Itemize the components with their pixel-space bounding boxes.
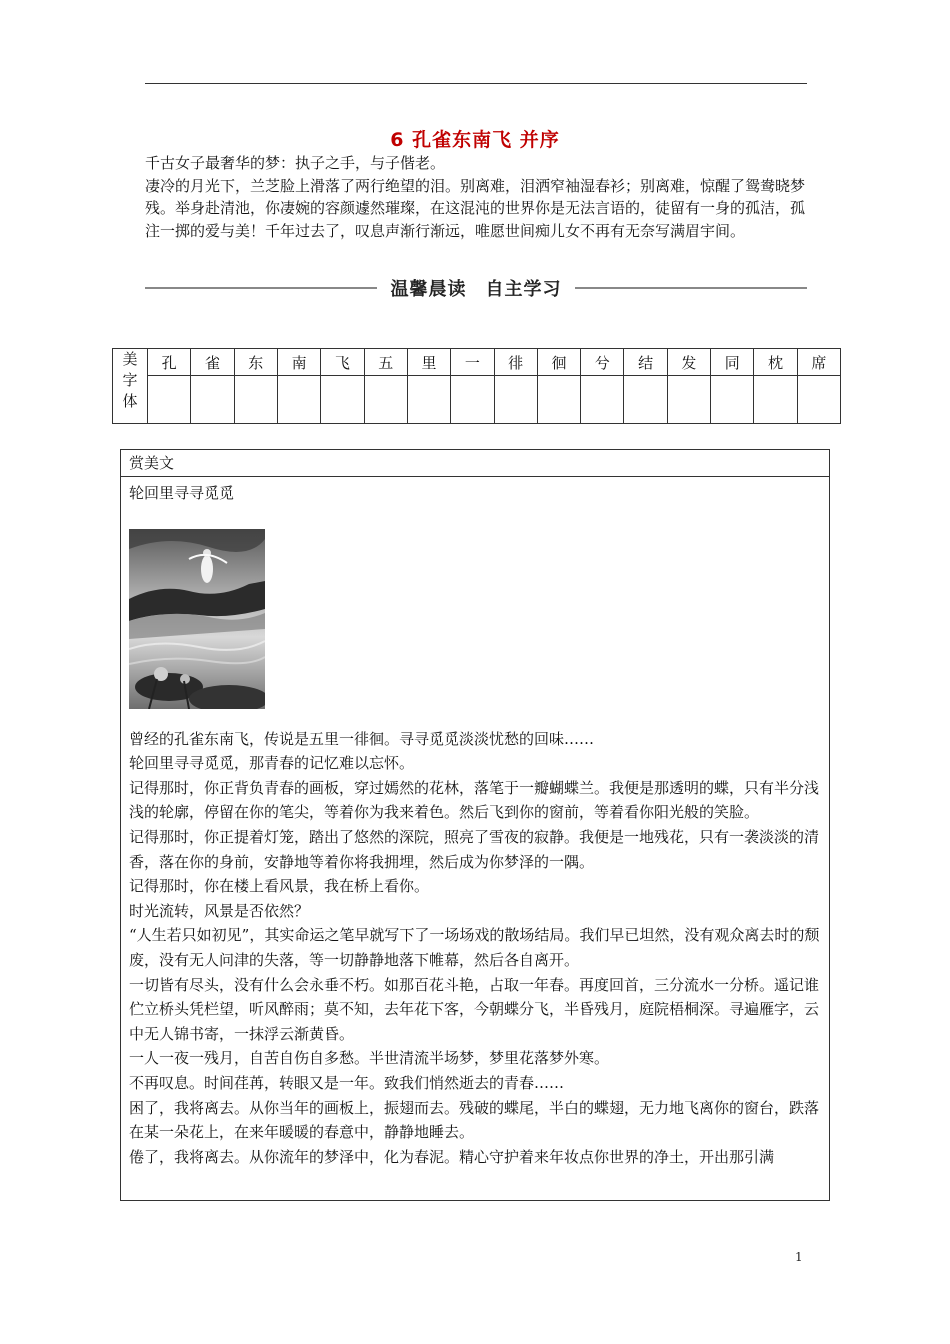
practice-cell[interactable]: [191, 376, 234, 424]
banner-rule-right: [575, 287, 807, 289]
label-char: 体: [122, 392, 138, 410]
table-label: [113, 349, 148, 424]
page-number: 1: [795, 1250, 803, 1264]
lotus-lake-painting-icon: [129, 529, 265, 709]
essay-paragraph: 记得那时，你正背负青春的画板，穿过嫣然的花林，落笔于一瓣蝴蝶兰。我便是那透明的蝶，只有半分浅浅的轮廓，停留在你的笔尖，等着你为我来着色。然后飞到你的窗前，等着看你阳光般的笑脸。: [129, 778, 820, 822]
character-cell: 南: [277, 349, 320, 376]
intro-line: 千古女子最奢华的梦：执子之手，与子偕老。: [145, 154, 446, 172]
practice-cell[interactable]: [407, 376, 450, 424]
label-char: 美: [122, 350, 138, 368]
essay-paragraph: 不再叹息。时间荏苒，转眼又是一年。致我们悄然逝去的青春……: [129, 1073, 565, 1092]
character-cell: 五: [364, 349, 407, 376]
character-cell: 飞: [321, 349, 364, 376]
character-row: [113, 349, 841, 376]
essay-paragraph: 轮回里寻寻觅觅，那青春的记忆难以忘怀。: [129, 754, 415, 773]
lesson-title: 6 孔雀东南飞 并序: [390, 129, 560, 151]
appreciation-body: [121, 477, 829, 1169]
character-cell: 同: [711, 349, 754, 376]
character-cell: 孔: [148, 349, 191, 376]
character-cell: 席: [797, 349, 840, 376]
intro-line: 凄冷的月光下，兰芝脸上滑落了两行绝望的泪。别离难，泪洒窄袖湿春衫；别离难，惊醒了鸳鸯晓梦残。举身赴清池，你凄婉的容颜遽然璀璨，在这混沌的世界你是无法言语的，徒留有一身的孤洁，孤注一掷的爱与美！千年过去了，叹息声渐行渐远，唯愿世间痴儿女不再有无奈写满眉宇间。: [145, 176, 806, 240]
calligraphy-practice-table: [112, 348, 841, 424]
essay-paragraph: 倦了，我将离去。从你流年的梦泽中，化为春泥。精心守护着来年妆点你世界的净土，开出那引满: [129, 1147, 775, 1166]
practice-cell[interactable]: [581, 376, 624, 424]
practice-cell[interactable]: [624, 376, 667, 424]
character-cell: 徊: [537, 349, 580, 376]
practice-cell[interactable]: [494, 376, 537, 424]
section-banner: [145, 274, 807, 300]
essay-paragraph: 困了，我将离去。从你当年的画板上，振翅而去。残破的蝶尾，半白的蝶翅，无力地飞离你的窗台，跌落在某一朵花上，在来年暖暖的春意中，静静地睡去。: [129, 1098, 820, 1142]
essay-paragraph: 曾经的孔雀东南飞，传说是五里一徘徊。寻寻觅觅淡淡忧愁的回味……: [129, 729, 595, 748]
appreciation-header: 赏美文: [121, 450, 829, 477]
character-cell: 雀: [191, 349, 234, 376]
practice-cell[interactable]: [277, 376, 320, 424]
essay-paragraph: 记得那时，你在楼上看风景，我在桥上看你。: [129, 877, 430, 896]
practice-cell[interactable]: [537, 376, 580, 424]
practice-cell[interactable]: [148, 376, 191, 424]
appreciation-box: [120, 449, 830, 1201]
character-cell: 里: [407, 349, 450, 376]
essay-paragraph: 时光流转，风景是否依然？: [129, 901, 310, 920]
header-rule: [145, 83, 807, 84]
character-cell: 东: [234, 349, 277, 376]
character-cell: 发: [667, 349, 710, 376]
practice-cell[interactable]: [234, 376, 277, 424]
essay-paragraph: “人生若只如初见”，其实命运之笔早就写下了一场场戏的散场结局。我们早已坦然，没有观众离去时的颓废，没有无人问津的失落，等一切静静地落下帷幕，然后各自离开。: [129, 926, 820, 969]
label-char: 字: [122, 371, 138, 389]
practice-cell[interactable]: [667, 376, 710, 424]
essay-paragraph: 记得那时，你正提着灯笼，踏出了悠然的深院，照亮了雪夜的寂静。我便是一地残花，只有一袭淡淡的清香，落在你的身前，安静地等着你将我拥埋，然后成为你梦泽的一隅。: [129, 827, 820, 871]
practice-cell[interactable]: [364, 376, 407, 424]
character-cell: 一: [451, 349, 494, 376]
essay-paragraph: 一切皆有尽头，没有什么会永垂不朽。如那百花斗艳，占取一年春。再度回首，三分流水一分桥。遥记谁伫立桥头凭栏望，听风醉雨；莫不知，去年花下客，今朝蝶分飞，半昏残月，庭院梧桐深。寻遍雁字，云中无人锦书寄，一抹浮云渐黄昏。: [129, 975, 820, 1043]
character-cell: 枕: [754, 349, 797, 376]
character-cell: 徘: [494, 349, 537, 376]
essay-paragraph: 一人一夜一残月，自苦自伤自多愁。半世清流半场梦，梦里花落梦外寒。: [129, 1049, 610, 1068]
practice-cell[interactable]: [754, 376, 797, 424]
practice-cell[interactable]: [711, 376, 754, 424]
intro-text: [145, 152, 815, 242]
section-title: 温馨晨读 自主学习: [390, 279, 562, 300]
practice-cell[interactable]: [451, 376, 494, 424]
essay-subtitle: 轮回里寻寻觅觅: [129, 484, 235, 502]
character-cell: 结: [624, 349, 667, 376]
character-cell: 兮: [581, 349, 624, 376]
practice-cell[interactable]: [797, 376, 840, 424]
practice-cell[interactable]: [321, 376, 364, 424]
practice-row: [113, 376, 841, 424]
